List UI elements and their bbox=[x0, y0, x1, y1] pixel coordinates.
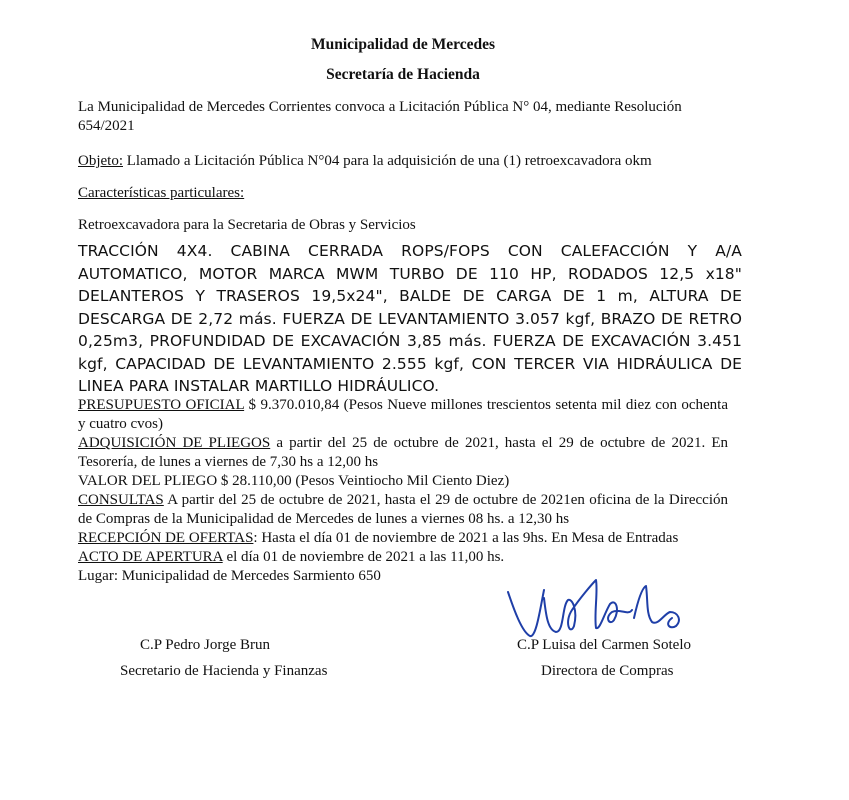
lugar-line: Lugar: Municipalidad de Mercedes Sarmiento 650 bbox=[78, 568, 381, 584]
consultas-line bbox=[78, 491, 728, 529]
signatory-right-name: C.P Luisa del Carmen Sotelo bbox=[517, 637, 692, 653]
caracteristicas-heading: Características particulares: bbox=[78, 185, 245, 201]
adquisicion-text: a partir del 25 de octubre de 2021, hasta el 29 de octubre de 2021. En Tesorería, de lunes a viernes de 7,30 hs a 12,00 hs bbox=[78, 435, 728, 470]
specs-paragraph: TRACCIÓN 4X4. CABINA CERRADA ROPS/FOPS CON CALEFACCIÓN Y A/A AUTOMATICO, MOTOR MARCA MWM TURBO DE 110 HP, RODADOS 12,5 x18" DELANTEROS Y TRASEROS 19,5x24", BALDE DE CARGA DE 1 m, ALTURA DE DESCARGA DE 2,72 más. FUERZA DE LEVANTAMIENTO 3.057 kgf, BRAZO DE RETRO 0,25m3, PROFUNDIDAD DE EXCAVACIÓN 3,85 más. FUERZA DE EXCAVACIÓN 3.451 kgf, CAPACIDAD DE LEVANTAMIENTO 2.555 kgf, CON TERCER VIA HIDRÁULICA DE LINEA PARA INSTALAR MARTILLO HIDRÁULICO. bbox=[78, 242, 742, 395]
recepcion-line bbox=[78, 529, 728, 548]
objeto-line bbox=[78, 152, 652, 171]
document-subtitle: Secretaría de Hacienda bbox=[326, 66, 480, 83]
presupuesto-line bbox=[78, 396, 728, 434]
adquisicion-line bbox=[78, 434, 728, 472]
presupuesto-text: $ 9.370.010,84 (Pesos Nueve millones trescientos setenta mil diez con ochenta y cuatro cvos) bbox=[78, 397, 729, 432]
objeto-text: Llamado a Licitación Pública N°04 para la adquisición de una (1) retroexcavadora okm bbox=[123, 153, 652, 169]
recepcion-text: : Hasta el día 01 de noviembre de 2021 a las 9hs. En Mesa de Entradas bbox=[253, 530, 679, 546]
presupuesto-label: PRESUPUESTO OFICIAL bbox=[78, 397, 245, 413]
intro-paragraph: La Municipalidad de Mercedes Corrientes convoca a Licitación Pública N° 04, mediante Resolución 654/2021 bbox=[78, 99, 682, 134]
valor-pliego-line: VALOR DEL PLIEGO $ 28.110,00 (Pesos Veintiocho Mil Ciento Diez) bbox=[78, 473, 510, 489]
consultas-label: CONSULTAS bbox=[78, 492, 164, 508]
consultas-text: A partir del 25 de octubre de 2021, hasta el 29 de octubre de 2021en oficina de la Dirección de Compras de la Municipalidad de Mercedes de lunes a viernes 08 hs. a 12,30 hs bbox=[78, 492, 728, 527]
apertura-text: el día 01 de noviembre de 2021 a las 11,00 hs. bbox=[222, 549, 505, 565]
adquisicion-label: ADQUISICIÓN DE PLIEGOS bbox=[78, 435, 271, 451]
conditions-block bbox=[78, 396, 728, 586]
signatory-right-title: Directora de Compras bbox=[541, 663, 674, 679]
document-title: Municipalidad de Mercedes bbox=[311, 36, 495, 53]
recepcion-label: RECEPCIÓN DE OFERTAS bbox=[78, 530, 254, 546]
retro-line: Retroexcavadora para la Secretaria de Obras y Servicios bbox=[78, 217, 416, 233]
signatory-left-title: Secretario de Hacienda y Finanzas bbox=[120, 663, 328, 679]
objeto-label: Objeto: bbox=[78, 153, 123, 169]
apertura-line bbox=[78, 548, 728, 567]
signatory-left-name: C.P Pedro Jorge Brun bbox=[140, 637, 271, 653]
apertura-label: ACTO DE APERTURA bbox=[78, 549, 223, 565]
